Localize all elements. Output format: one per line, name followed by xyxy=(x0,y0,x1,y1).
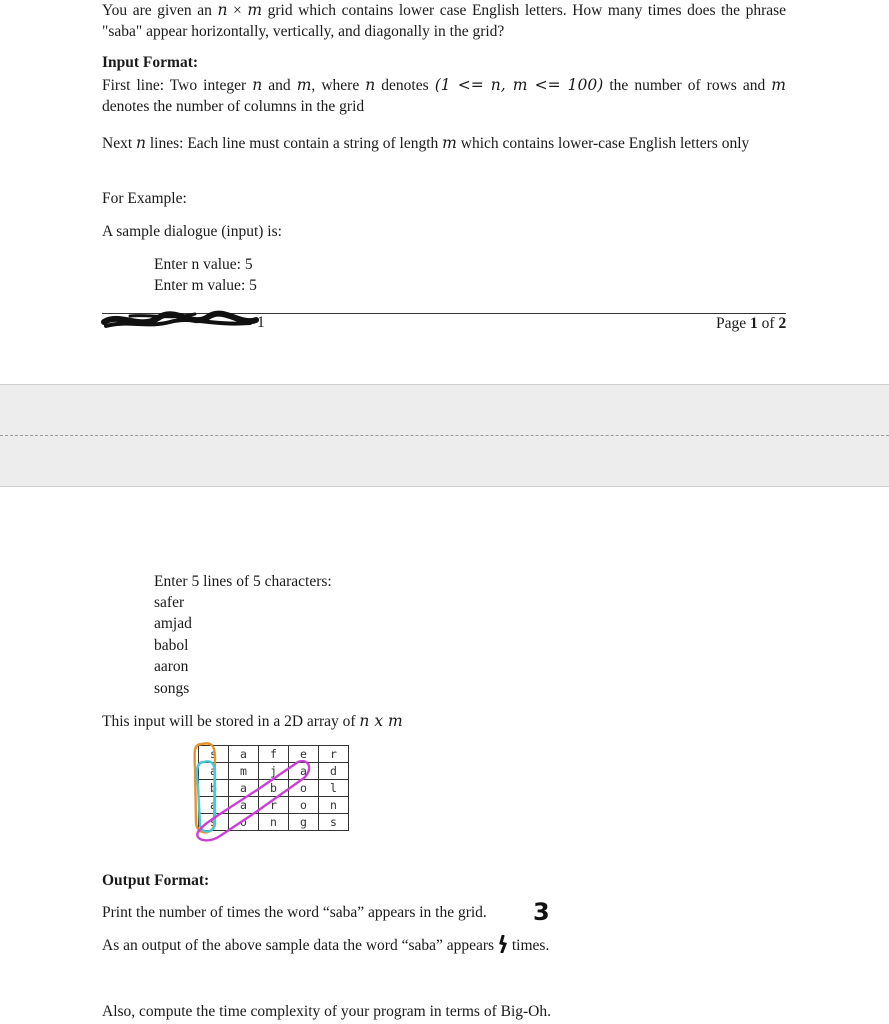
footer-left-fragment: 1 xyxy=(257,314,265,331)
redaction-scribble xyxy=(100,308,270,334)
grid-cell: s xyxy=(199,746,229,763)
first-line-text: First line: Two integer xyxy=(102,77,247,94)
page-gap xyxy=(0,384,889,487)
grid-cell: d xyxy=(319,763,349,780)
grid-cell: o xyxy=(229,814,259,831)
problem-statement xyxy=(102,0,786,42)
grid-cell: a xyxy=(289,763,319,780)
math-n: n xyxy=(136,134,146,152)
first-line-denotes: denotes xyxy=(381,77,429,94)
grid-cell: a xyxy=(229,780,259,797)
output-text-b: times. xyxy=(511,937,550,954)
math-n: n xyxy=(365,76,376,94)
math-m: m xyxy=(771,76,786,94)
page-word: Page xyxy=(716,315,747,332)
page-break-line xyxy=(0,435,889,436)
grid-cell: s xyxy=(319,814,349,831)
first-line-rows: the number of rows and xyxy=(609,77,766,94)
grid-cell: l xyxy=(319,780,349,797)
math-m: m xyxy=(247,1,263,19)
input-line-5: songs xyxy=(154,680,190,697)
grid-cell: j xyxy=(259,763,289,780)
grid-cell: b xyxy=(259,780,289,797)
next-lines-text: lines: Each line must contain a string of length xyxy=(149,135,439,152)
cyan-loop xyxy=(197,761,215,831)
sample-dialogue-label: A sample dialogue (input) is: xyxy=(102,223,282,240)
grid-cell: m xyxy=(229,763,259,780)
input-line-4: aaron xyxy=(154,658,189,675)
input-line-1: safer xyxy=(154,594,185,611)
grid-cell: r xyxy=(259,797,289,814)
next-lines-text-rest: which contains lower-case English letters only xyxy=(460,135,750,152)
math-m: m xyxy=(296,76,312,94)
page-indicator xyxy=(716,313,786,334)
handwritten-answer: 3 xyxy=(533,898,550,926)
output-format-heading: Output Format: xyxy=(102,872,210,889)
output-text-a: As an output of the above sample data the word “saba” appears xyxy=(102,937,495,954)
input-format-heading: Input Format: xyxy=(102,54,199,71)
grid-cell: a xyxy=(229,797,259,814)
math-n: n xyxy=(252,76,263,94)
constraint-math: (1 <= n, m <= 100) xyxy=(434,76,604,94)
input-line-2: amjad xyxy=(154,615,192,632)
for-example-label: For Example: xyxy=(102,190,187,207)
first-line-and: and xyxy=(268,77,291,94)
math-times: × xyxy=(233,2,242,19)
next-lines-description xyxy=(102,133,786,154)
grid-cell: a xyxy=(229,746,259,763)
grid-cell: n xyxy=(319,797,349,814)
grid-cell: r xyxy=(319,746,349,763)
math-m: m xyxy=(442,134,457,152)
print-instruction: Print the number of times the word “saba” appears in the grid. xyxy=(102,904,487,921)
intro-text-rest: grid which contains lower case English letters. How many times does the phrase "saba" appear horizontally, vertically, and diagonally in the grid? xyxy=(102,2,787,40)
grid-cell: e xyxy=(289,746,319,763)
complexity-question: Also, compute the time complexity of your program in terms of Big-Oh. xyxy=(102,1003,551,1020)
grid-cell: n xyxy=(259,814,289,831)
output-example-text xyxy=(102,935,549,956)
page-total: 2 xyxy=(778,315,787,332)
first-line-description xyxy=(102,75,786,117)
math-n: n xyxy=(217,1,228,19)
stored-array-text xyxy=(102,711,403,732)
grid-cell: f xyxy=(259,746,289,763)
intro-text: You are given an xyxy=(102,2,212,19)
enter-m-line: Enter m value: 5 xyxy=(154,277,257,294)
stored-dims: n x m xyxy=(359,712,403,730)
highlight-loops xyxy=(190,738,340,848)
enter-lines-prompt: Enter 5 lines of 5 characters: xyxy=(154,573,332,590)
scribbled-number-mark xyxy=(498,935,508,953)
first-line-where: , where xyxy=(311,77,360,94)
grid-cell: o xyxy=(289,797,319,814)
first-line-columns: denotes the number of columns in the grid xyxy=(102,98,365,115)
grid-cell: a xyxy=(199,797,229,814)
grid-cell: g xyxy=(289,814,319,831)
next-text: Next xyxy=(102,135,133,152)
document-page-1 xyxy=(0,0,889,384)
grid-cell: o xyxy=(289,780,319,797)
page-current: 1 xyxy=(750,315,758,332)
stored-text: This input will be stored in a 2D array of xyxy=(102,713,356,730)
grid-cell: b xyxy=(199,780,229,797)
grid-cell: s xyxy=(199,814,229,831)
page-of: of xyxy=(761,315,775,332)
enter-n-line: Enter n value: 5 xyxy=(154,256,253,273)
grid-cell: a xyxy=(199,763,229,780)
input-line-3: babol xyxy=(154,637,189,654)
